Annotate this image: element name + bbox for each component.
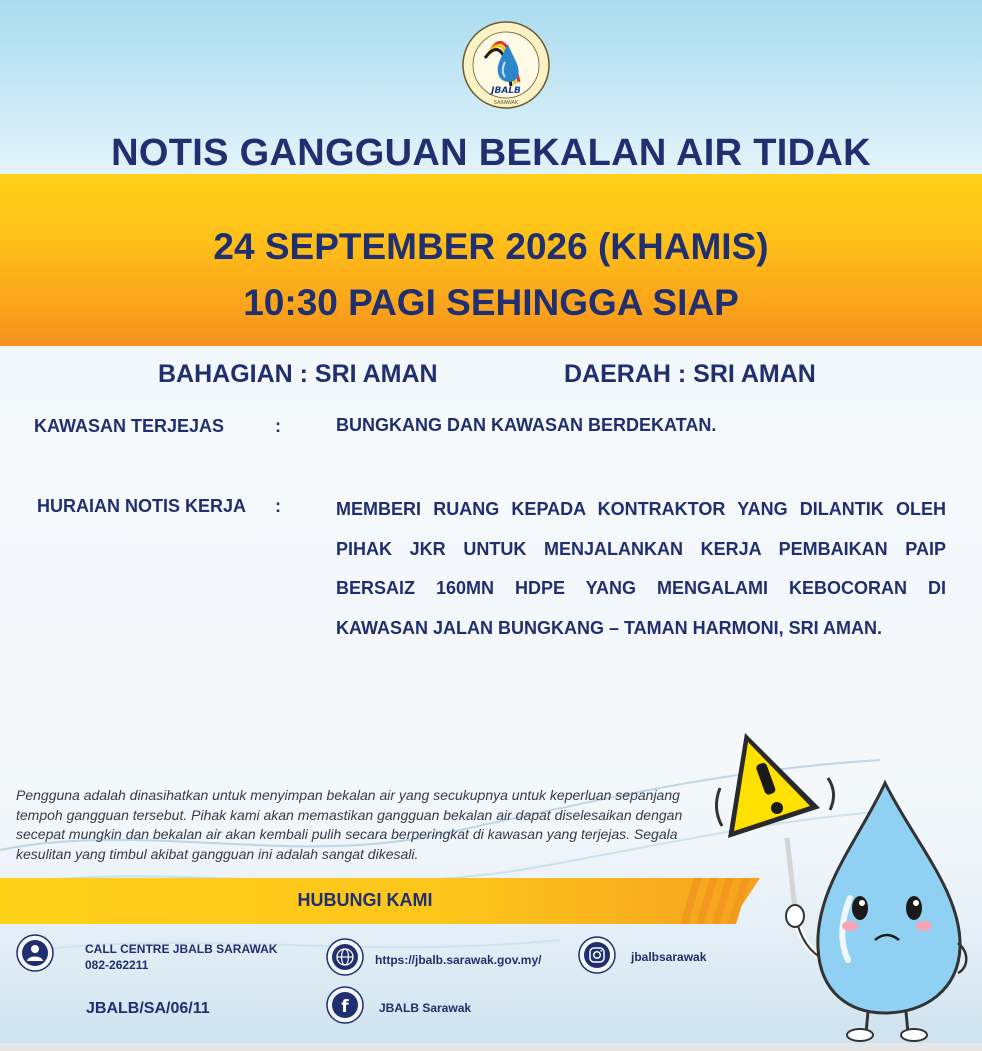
jbalb-logo [461, 20, 551, 110]
schedule-banner [0, 174, 982, 346]
work-description-colon: : [275, 496, 281, 516]
advice-paragraph: Pengguna adalah dinasihatkan untuk menyimpan bekalan air yang secukupnya untuk keperluan sepanjang tempoh gangguan tersebut. Pihak kami akan memastikan gangguan bekalan air dapat diselesaikan dengan secepat mungkin dan bekalan air akan kembali pulih secara berperingkat di kawasan yang terjejas. Segala kesulitan yang timbul akibat gangguan ini adalah sangat dikesali. [16, 787, 683, 862]
district-text: DAERAH : SRI AMAN [564, 360, 816, 388]
warning-icon [716, 733, 833, 918]
date-line: 24 SEPTEMBER 2026 (KHAMIS) [213, 226, 769, 267]
affected-area-colon: : [275, 416, 281, 436]
call-centre-phone[interactable]: 082-262211 [85, 958, 149, 972]
bottom-strip [0, 1043, 982, 1051]
logo-region-text: SARAWAK [493, 100, 519, 106]
reference-number: JBALB/SA/06/11 [86, 1000, 210, 1017]
instagram-handle[interactable]: jbalbsarawak [631, 950, 707, 964]
facebook-page[interactable]: JBALB Sarawak [379, 1001, 472, 1015]
affected-area-label: KAWASAN TERJEJAS [34, 416, 225, 436]
logo-brand-text: JBALB [491, 86, 521, 96]
work-description-label: HURAIAN NOTIS KERJA [37, 496, 247, 516]
website-link[interactable]: https://jbalb.sarawak.gov.my/ [375, 953, 542, 967]
facebook-icon [326, 986, 364, 1024]
svg-text:f: f [341, 997, 349, 1017]
notice-title: NOTIS GANGGUAN BEKALAN AIR TIDAK [111, 132, 871, 174]
call-centre-label: CALL CENTRE JBALB SARAWAK [85, 942, 278, 956]
contact-title: HUBUNGI KAMI [297, 890, 433, 910]
affected-area-value: BUNGKANG DAN KAWASAN BERDEKATAN. [336, 415, 717, 435]
instagram-icon [578, 936, 616, 974]
water-drop-mascot [700, 728, 982, 1051]
work-description-value: MEMBERI RUANG KEPADA KONTRAKTOR YANG DILANTIK OLEH PIHAK JKR UNTUK MENJALANKAN KERJA PEMBAIKAN PAIP BERSAIZ 160MN HDPE YANG MENGALAMI KEBOCORAN DI KAWASAN JALAN BUNGKANG – TAMAN HARMONI, SRI AMAN. [336, 499, 946, 638]
division-text: BAHAGIAN : SRI AMAN [158, 360, 438, 388]
user-icon [16, 934, 54, 972]
globe-icon [326, 938, 364, 976]
time-line: 10:30 PAGI SEHINGGA SIAP [243, 282, 739, 323]
